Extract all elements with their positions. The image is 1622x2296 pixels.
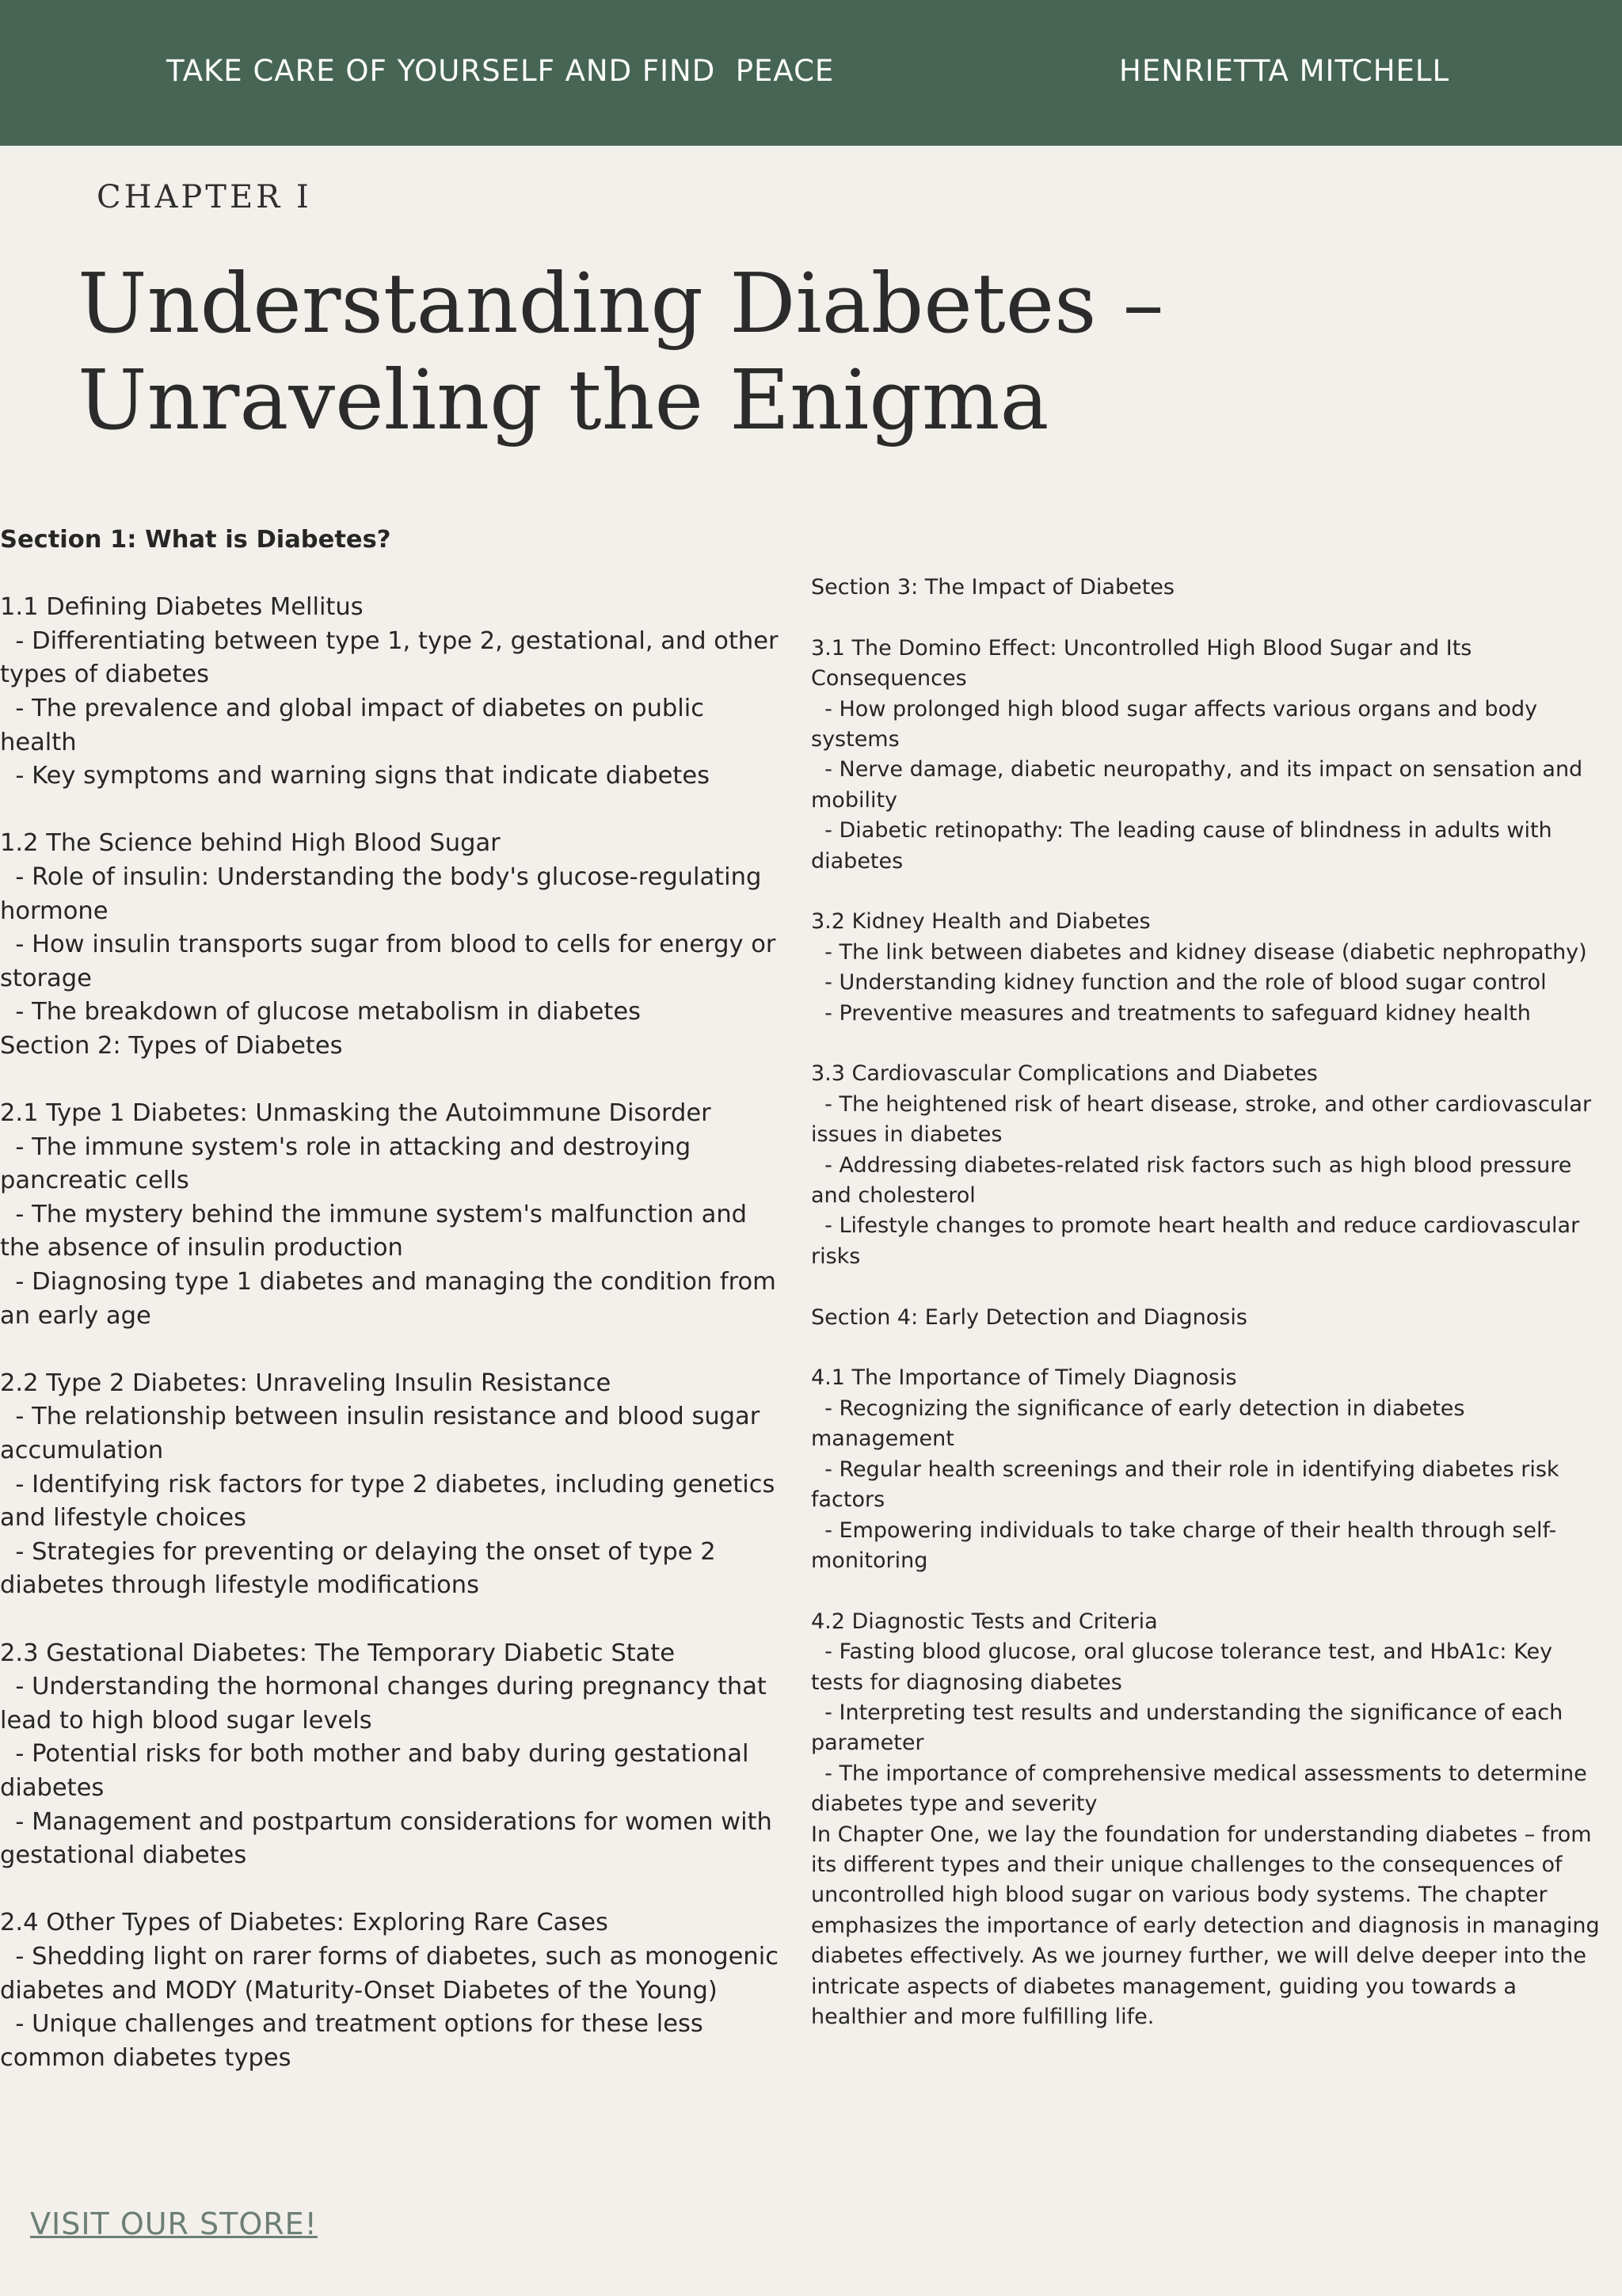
spacer: [0, 1333, 780, 1367]
bullet-item: - The link between diabetes and kidney disease (diabetic nephropathy): [811, 939, 1587, 965]
chapter-title: [78, 255, 1186, 448]
bullet-item: - Understanding the hormonal changes during pregnancy that lead to high blood sugar levels: [0, 1673, 775, 1734]
bullet-item: - Regular health screenings and their role in identifying diabetes risk factors: [811, 1456, 1567, 1513]
spacer: [811, 603, 1611, 633]
spacer: [811, 1576, 1611, 1606]
subsection-title: 2.2 Type 2 Diabetes: Unraveling Insulin Resistance: [0, 1369, 611, 1397]
chapter-label: CHAPTER I: [97, 179, 312, 215]
bullet-item: - The prevalence and global impact of diabetes on public health: [0, 694, 712, 756]
visit-store-link[interactable]: VISIT OUR STORE!: [30, 2207, 318, 2241]
bullet-item: - Understanding kidney function and the role of blood sugar control: [811, 970, 1547, 996]
bullet-item: - How prolonged high blood sugar affects various organs and body systems: [811, 696, 1544, 752]
bullet-item: - The mystery behind the immune system's malfunction and the absence of insulin production: [0, 1200, 755, 1262]
header-banner: [0, 0, 1622, 146]
bullet-item: - Preventive measures and treatments to safeguard kidney health: [811, 1000, 1531, 1026]
bullet-item: - Addressing diabetes-related risk factors such as high blood pressure and cholesterol: [811, 1152, 1578, 1209]
bullet-item: - The immune system's role in attacking and destroying pancreatic cells: [0, 1133, 699, 1195]
bullet-item: - Strategies for preventing or delaying the onset of type 2 diabetes through lifestyle modifications: [0, 1537, 724, 1600]
bullet-item: - Management and postpartum considerations for women with gestational diabetes: [0, 1807, 780, 1870]
bullet-item: - Role of insulin: Understanding the body's glucose-regulating hormone: [0, 862, 770, 925]
bullet-item: - Lifestyle changes to promote heart health and reduce cardiovascular risks: [811, 1213, 1586, 1269]
bullet-item: - How insulin transports sugar from blood to cells for energy or storage: [0, 931, 784, 992]
bullet-item: - Recognizing the significance of early detection in diabetes management: [811, 1395, 1472, 1452]
bullet-item: - Interpreting test results and understanding the significance of each parameter: [811, 1700, 1570, 1756]
right-column: [811, 573, 1611, 2032]
subsection-title: 1.1 Defining Diabetes Mellitus: [0, 593, 364, 622]
chapter-title-line1: Understanding Diabetes –: [78, 255, 1164, 352]
bullet-item: - Key symptoms and warning signs that indicate diabetes: [0, 762, 710, 790]
subsection-title: 3.3 Cardiovascular Complications and Diabetes: [811, 1061, 1318, 1087]
bullet-item: - Nerve damage, diabetic neuropathy, and its impact on sensation and mobility: [811, 757, 1590, 813]
bullet-item: - Diabetic retinopathy: The leading cause of blindness in adults with diabetes: [811, 818, 1559, 874]
bullet-item: - Diagnosing type 1 diabetes and managing the condition from an early age: [0, 1268, 784, 1330]
spacer: [811, 1272, 1611, 1302]
chapter-summary: In Chapter One, we lay the foundation for understanding diabetes – from its different types and their unique challenges to the consequences of uncontrolled high blood sugar on various body systems. The chapter emphasizes the importance of early detection and diagnosis in managing diabetes effectively. As we journey further, we will delve deeper into the intricate aspects of diabetes management, guiding you towards a healthier and more fulfilling life.: [811, 1822, 1607, 2029]
subsection-title: 4.1 The Importance of Timely Diagnosis: [811, 1365, 1237, 1391]
spacer: [811, 1333, 1611, 1363]
header-author: HENRIETTA MITCHELL: [1119, 54, 1450, 88]
bullet-item: - Empowering individuals to take charge of their health through self-monitoring: [811, 1517, 1557, 1573]
bullet-item: - Potential risks for both mother and baby during gestational diabetes: [0, 1740, 757, 1802]
spacer: [0, 1603, 780, 1637]
section-heading: Section 4: Early Detection and Diagnosis: [811, 1304, 1247, 1330]
bullet-item: - Unique challenges and treatment options for these less common diabetes types: [0, 2010, 711, 2072]
section-heading: Section 2: Types of Diabetes: [0, 1031, 343, 1060]
bullet-item: - The importance of comprehensive medical assessments to determine diabetes type and severity: [811, 1761, 1594, 1817]
subsection-title: 2.3 Gestational Diabetes: The Temporary Diabetic State: [0, 1639, 676, 1667]
bullet-item: - Differentiating between type 1, type 2, gestational, and other types of diabetes: [0, 626, 786, 689]
subsection-title: 3.1 The Domino Effect: Uncontrolled High Blood Sugar and Its Consequences: [811, 635, 1479, 691]
bullet-item: - Identifying risk factors for type 2 diabetes, including genetics and lifestyle choices: [0, 1470, 783, 1533]
spacer: [0, 1873, 780, 1907]
subsection-title: 2.1 Type 1 Diabetes: Unmasking the Autoimmune Disorder: [0, 1099, 711, 1128]
left-column: [0, 524, 786, 2075]
section-heading: Section 3: The Impact of Diabetes: [811, 575, 1175, 600]
subsection-title: 3.2 Kidney Health and Diabetes: [811, 909, 1151, 935]
bullet-item: - The relationship between insulin resistance and blood sugar accumulation: [0, 1403, 767, 1465]
section-heading: Section 1: What is Diabetes?: [0, 526, 391, 554]
bullet-item: - Fasting blood glucose, oral glucose tolerance test, and HbA1c: Key tests for diagnosing diabetes: [811, 1639, 1559, 1695]
bullet-item: - The heightened risk of heart disease, stroke, and other cardiovascular issues in diabetes: [811, 1091, 1598, 1148]
subsection-title: 4.2 Diagnostic Tests and Criteria: [811, 1609, 1158, 1634]
spacer: [0, 1064, 780, 1098]
spacer: [0, 558, 780, 592]
spacer: [811, 877, 1611, 907]
bullet-item: - Shedding light on rarer forms of diabetes, such as monogenic diabetes and MODY (Maturity-Onset Diabetes of the Young): [0, 1942, 786, 2005]
chapter-title-line2: Unraveling the Enigma: [78, 352, 1049, 448]
spacer: [811, 1029, 1611, 1059]
bullet-item: - The breakdown of glucose metabolism in diabetes: [0, 998, 642, 1026]
subsection-title: 2.4 Other Types of Diabetes: Exploring Rare Cases: [0, 1909, 608, 1937]
header-tagline: TAKE CARE OF YOURSELF AND FIND PEACE: [166, 54, 835, 88]
subsection-title: 1.2 The Science behind High Blood Sugar: [0, 829, 501, 858]
spacer: [0, 794, 780, 828]
